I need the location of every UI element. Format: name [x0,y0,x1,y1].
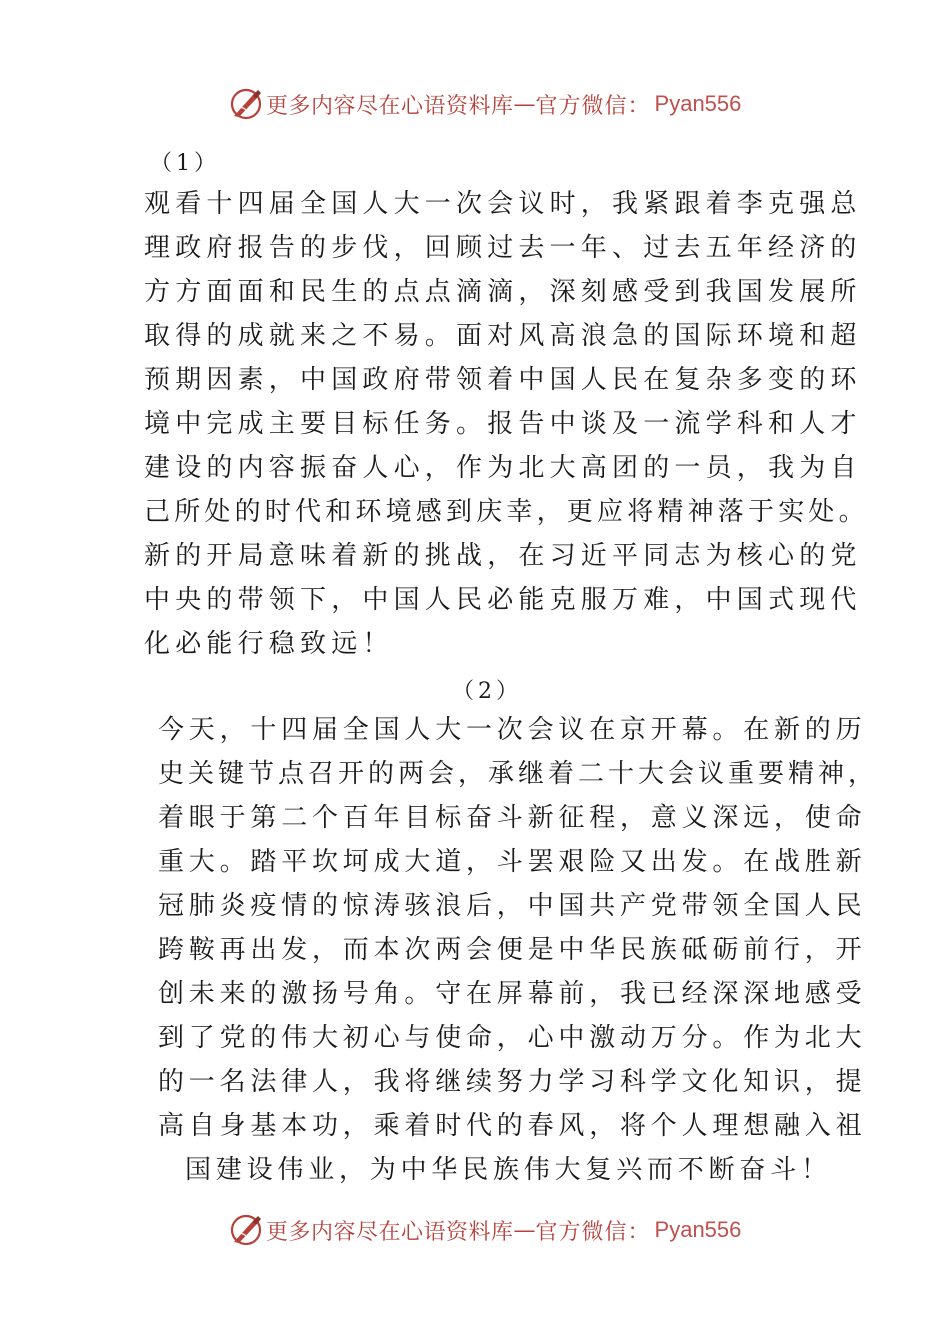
section-2-line: 的一名法律人，我将继续努力学习科学文化知识，提 [158,1067,867,1097]
header-banner [228,86,741,122]
banner-title: 更多内容尽在心语资料库 [266,93,514,119]
section-1-line: 理政府报告的步伐，回顾过去一年、过去五年经济的 [144,233,862,263]
section-2-label: （2） [452,679,522,704]
banner-wechat-id: Pyan556 [654,91,742,116]
banner-wechat-id: Pyan556 [654,1217,742,1242]
section-2-line: 创未来的激扬号角。守在屏幕前，我已经深深地感受 [158,979,867,1009]
pen-logo-icon [228,1212,264,1248]
section-2-line: 史关键节点召开的两会，承继着二十大会议重要精神， [158,759,879,789]
section-2-line: 冠肺炎疫情的惊涛骇浪后，中国共产党带领全国人民 [158,891,867,921]
section-1-label: （1） [150,151,220,176]
banner-wechat-label: 官方微信： [535,1219,651,1245]
section-2-line: 高自身基本功，乘着时代的春风，将个人理想融入祖 [158,1111,867,1141]
section-1-line: 观看十四届全国人大一次会议时，我紧跟着李克强总 [144,189,862,219]
section-1-line: 取得的成就来之不易。面对风高浪急的国际环境和超 [144,321,862,351]
section-1-line: 化必能行稳致远！ [144,629,394,659]
section-2-line: 跨鞍再出发，而本次两会便是中华民族砥砺前行，开 [158,935,867,965]
section-2-line: 今天，十四届全国人大一次会议在京开幕。在新的历 [158,715,867,745]
section-1-line: 己所处的时代和环境感到庆幸，更应将精神落于实处。 [144,497,869,527]
pen-logo-icon [228,86,264,122]
section-2-line: 国建设伟业，为中华民族伟大复兴而不断奋斗！ [185,1155,832,1185]
section-1-line: 新的开局意味着新的挑战，在习近平同志为核心的党 [144,541,862,571]
section-1-line: 方方面面和民生的点点滴滴，深刻感受到我国发展所 [144,277,862,307]
footer-banner [228,1212,741,1248]
banner-separator: — [513,91,536,117]
section-1-line: 建设的内容振奋人心，作为北大高团的一员，我为自 [144,453,862,483]
section-1-line: 境中完成主要目标任务。报告中谈及一流学科和人才 [144,409,862,439]
section-1-line: 中央的带领下，中国人民必能克服万难，中国式现代 [144,585,862,615]
banner-title: 更多内容尽在心语资料库 [266,1219,514,1245]
section-1-line: 预期因素，中国政府带领着中国人民在复杂多变的环 [144,365,862,395]
section-2-line: 到了党的伟大初心与使命，心中激动万分。作为北大 [158,1023,867,1053]
banner-wechat-label: 官方微信： [535,93,651,119]
section-2-line: 着眼于第二个百年目标奋斗新征程，意义深远，使命 [158,803,867,833]
section-2-line: 重大。踏平坎坷成大道，斗罢艰险又出发。在战胜新 [158,847,867,877]
banner-separator: — [513,1217,536,1243]
